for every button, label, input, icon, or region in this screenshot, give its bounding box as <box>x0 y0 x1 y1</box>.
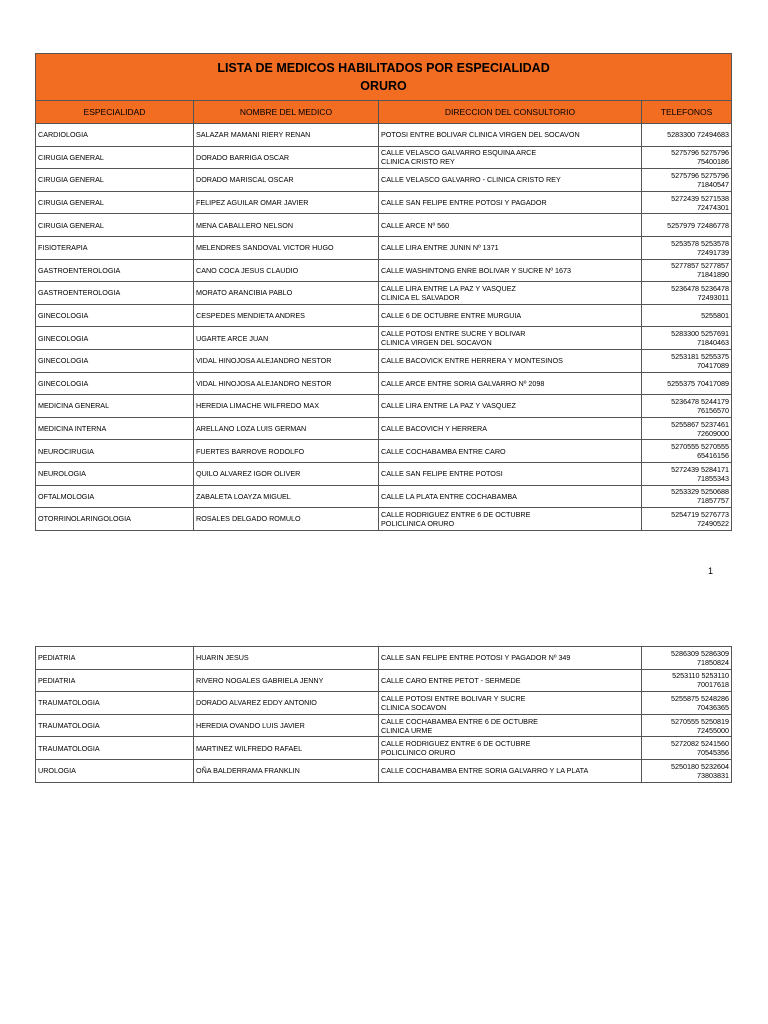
telefono-line: 5270555 5270555 <box>671 442 730 452</box>
direccion-cell <box>379 759 642 782</box>
telefono-line: 5255801 <box>701 311 730 321</box>
table-row <box>36 327 732 350</box>
especialidad-cell: CIRUGIA GENERAL <box>36 191 194 214</box>
especialidad-cell: GASTROENTEROLOGIA <box>36 282 194 305</box>
nombre-cell: ZABALETA LOAYZA MIGUEL <box>194 485 379 508</box>
direccion-line: CALLE VELASCO GALVARRO ESQUINA ARCE <box>381 148 537 158</box>
especialidad-cell: CIRUGIA GENERAL <box>36 146 194 169</box>
col-header-nombre: NOMBRE DEL MEDICO <box>194 101 379 124</box>
telefonos-cell <box>642 236 732 259</box>
telefono-line: 5283300 5257691 <box>671 329 730 339</box>
telefono-line: 70417089 <box>697 360 730 370</box>
direccion-cell <box>379 124 642 147</box>
especialidad-cell: NEUROCIRUGIA <box>36 440 194 463</box>
nombre-cell: MENA CABALLERO NELSON <box>194 214 379 237</box>
direccion-line: CALLE SAN FELIPE ENTRE POTOSI Y PAGADOR <box>381 198 547 208</box>
especialidad-cell: PEDIATRIA <box>36 647 194 670</box>
direccion-line: CALLE SAN FELIPE ENTRE POTOSI Y PAGADOR Nº 349 <box>381 653 571 663</box>
telefono-line: 70545356 <box>697 748 729 758</box>
telefono-line: 70017618 <box>697 680 729 690</box>
telefonos-cell <box>642 508 732 531</box>
direccion-cell <box>379 146 642 169</box>
especialidad-cell: GINECOLOGIA <box>36 372 194 395</box>
telefono-line: 73803831 <box>697 770 729 780</box>
telefonos-cell <box>642 692 732 715</box>
nombre-cell: SALAZAR MAMANI RIERY RENAN <box>194 124 379 147</box>
telefono-line: 5236478 5244179 <box>671 396 730 406</box>
especialidad-cell: NEUROLOGIA <box>36 462 194 485</box>
direccion-line: CLINICA CRISTO REY <box>381 157 455 167</box>
nombre-cell: UGARTE ARCE JUAN <box>194 327 379 350</box>
nombre-cell: ARELLANO LOZA LUIS GERMAN <box>194 417 379 440</box>
col-header-telefonos: TELEFONOS <box>642 101 732 124</box>
especialidad-cell: CARDIOLOGIA <box>36 124 194 147</box>
direccion-line: CLINICA EL SALVADOR <box>381 292 460 302</box>
table-row <box>36 236 732 259</box>
direccion-cell <box>379 508 642 531</box>
telefonos-cell <box>642 737 732 760</box>
direccion-cell <box>379 462 642 485</box>
telefonos-cell <box>642 214 732 237</box>
telefono-line: 72609000 <box>697 428 730 438</box>
telefonos-cell <box>642 282 732 305</box>
direccion-cell <box>379 304 642 327</box>
table-row <box>36 282 732 305</box>
direccion-cell <box>379 417 642 440</box>
telefono-line: 71857757 <box>697 496 730 506</box>
direccion-cell <box>379 327 642 350</box>
telefono-line: 5283300 72494683 <box>667 130 730 140</box>
table-row <box>36 214 732 237</box>
telefonos-cell <box>642 462 732 485</box>
direccion-line: CALLE LIRA ENTRE JUNIN Nº 1371 <box>381 243 499 253</box>
table-row <box>36 440 732 463</box>
direccion-line: CALLE ARCE ENTRE SORIA GALVARRO Nº 2098 <box>381 378 545 388</box>
nombre-cell: HEREDIA OVANDO LUIS JAVIER <box>194 714 379 737</box>
column-header-row <box>36 101 732 124</box>
table-row <box>36 669 732 692</box>
direccion-line: CALLE POTOSI ENTRE SUCRE Y BOLIVAR <box>381 329 526 339</box>
nombre-cell: DORADO BARRIGA OSCAR <box>194 146 379 169</box>
direccion-cell <box>379 191 642 214</box>
nombre-cell: FELIPEZ AGUILAR OMAR JAVIER <box>194 191 379 214</box>
especialidad-cell: UROLOGIA <box>36 759 194 782</box>
table-row <box>36 759 732 782</box>
telefono-line: 71840547 <box>697 179 730 189</box>
nombre-cell: HUARIN JESUS <box>194 647 379 670</box>
especialidad-cell: MEDICINA GENERAL <box>36 395 194 418</box>
direccion-line: CALLE VELASCO GALVARRO - CLINICA CRISTO REY <box>381 175 561 185</box>
telefono-line: 5254719 5276773 <box>671 509 730 519</box>
telefono-line: 5257979 72486778 <box>667 220 730 230</box>
direccion-line: CALLE LA PLATA ENTRE COCHABAMBA <box>381 491 517 501</box>
direccion-line: CLINICA VIRGEN DEL SOCAVON <box>381 338 492 348</box>
direccion-line: CALLE LIRA ENTRE LA PAZ Y VASQUEZ <box>381 283 516 293</box>
col-header-especialidad: ESPECIALIDAD <box>36 101 194 124</box>
especialidad-cell: CIRUGIA GENERAL <box>36 214 194 237</box>
telefono-line: 5275796 5275796 <box>671 170 730 180</box>
table-row <box>36 191 732 214</box>
telefono-line: 5255867 5237461 <box>671 419 730 429</box>
telefono-line: 5250180 5232604 <box>671 761 729 771</box>
telefono-line: 5255375 70417089 <box>667 378 730 388</box>
especialidad-cell: GINECOLOGIA <box>36 349 194 372</box>
telefonos-cell <box>642 759 732 782</box>
telefono-line: 5272439 5284171 <box>671 464 730 474</box>
nombre-cell: HEREDIA LIMACHE WILFREDO MAX <box>194 395 379 418</box>
direccion-line: POLICLINICA ORURO <box>381 518 455 528</box>
direccion-cell <box>379 647 642 670</box>
telefonos-cell <box>642 349 732 372</box>
telefonos-cell <box>642 669 732 692</box>
telefono-line: 75400186 <box>697 157 730 167</box>
especialidad-cell: OFTALMOLOGIA <box>36 485 194 508</box>
telefono-line: 5270555 5250819 <box>671 716 729 726</box>
especialidad-cell: CIRUGIA GENERAL <box>36 169 194 192</box>
table-row <box>36 395 732 418</box>
especialidad-cell: TRAUMATOLOGIA <box>36 714 194 737</box>
table-row <box>36 146 732 169</box>
table-row <box>36 259 732 282</box>
nombre-cell: OÑA BALDERRAMA FRANKLIN <box>194 759 379 782</box>
direccion-cell <box>379 692 642 715</box>
page-number: 1 <box>708 566 714 576</box>
telefono-line: 65416156 <box>697 451 730 461</box>
direccion-cell <box>379 485 642 508</box>
telefono-line: 5255875 5248286 <box>671 693 729 703</box>
direccion-line: CLINICA URME <box>381 725 433 735</box>
direccion-line: CALLE COCHABAMBA ENTRE SORIA GALVARRO Y LA PLATA <box>381 766 589 776</box>
nombre-cell: CESPEDES MENDIETA ANDRES <box>194 304 379 327</box>
telefono-line: 5253329 5250688 <box>671 487 730 497</box>
telefono-line: 72493011 <box>697 292 730 302</box>
telefonos-cell <box>642 259 732 282</box>
telefonos-cell <box>642 304 732 327</box>
telefono-line: 71840463 <box>697 338 730 348</box>
especialidad-cell: PEDIATRIA <box>36 669 194 692</box>
direccion-line: POTOSI ENTRE BOLIVAR CLINICA VIRGEN DEL SOCAVON <box>381 130 580 140</box>
telefono-line: 71855343 <box>697 473 730 483</box>
telefono-line: 72491739 <box>697 247 730 257</box>
telefonos-cell <box>642 714 732 737</box>
direccion-line: CALLE BACOVICH Y HERRERA <box>381 424 487 434</box>
doctors-table-page1 <box>35 53 732 531</box>
direccion-cell <box>379 737 642 760</box>
telefono-line: 5272439 5271538 <box>671 193 730 203</box>
subtitle-text: ORURO <box>360 79 407 93</box>
table-row <box>36 304 732 327</box>
nombre-cell: QUILO ALVAREZ IGOR OLIVER <box>194 462 379 485</box>
telefonos-cell <box>642 395 732 418</box>
telefono-line: 5253110 5253110 <box>672 671 729 681</box>
table-row <box>36 372 732 395</box>
telefono-line: 5277857 5277857 <box>671 261 730 271</box>
telefono-line: 5286309 5286309 <box>671 648 729 658</box>
table-row <box>36 692 732 715</box>
especialidad-cell: FISIOTERAPIA <box>36 236 194 259</box>
telefono-line: 72474301 <box>697 202 730 212</box>
nombre-cell: MORATO ARANCIBIA PABLO <box>194 282 379 305</box>
telefonos-cell <box>642 440 732 463</box>
telefonos-cell <box>642 169 732 192</box>
nombre-cell: MELENDRES SANDOVAL VICTOR HUGO <box>194 236 379 259</box>
telefonos-cell <box>642 327 732 350</box>
direccion-cell <box>379 259 642 282</box>
especialidad-cell: OTORRINOLARINGOLOGIA <box>36 508 194 531</box>
especialidad-cell: TRAUMATOLOGIA <box>36 692 194 715</box>
direccion-line: CALLE POTOSI ENTRE BOLIVAR Y SUCRE <box>381 693 526 703</box>
direccion-line: CALLE COCHABAMBA ENTRE CARO <box>381 446 506 456</box>
telefonos-cell <box>642 124 732 147</box>
direccion-line: POLICLINICO ORURO <box>381 748 456 758</box>
telefono-line: 5236478 5236478 <box>671 283 730 293</box>
especialidad-cell: GINECOLOGIA <box>36 327 194 350</box>
col-header-direccion: DIRECCION DEL CONSULTORIO <box>379 101 642 124</box>
table-row <box>36 349 732 372</box>
direccion-line: CALLE WASHINTONG ENRE BOLIVAR Y SUCRE Nº 1673 <box>381 265 571 275</box>
table-row <box>36 417 732 440</box>
nombre-cell: VIDAL HINOJOSA ALEJANDRO NESTOR <box>194 372 379 395</box>
direccion-cell <box>379 395 642 418</box>
direccion-line: CALLE COCHABAMBA ENTRE 6 DE OCTUBRE <box>381 716 538 726</box>
title-row <box>36 54 732 101</box>
table-row <box>36 462 732 485</box>
table-row <box>36 169 732 192</box>
especialidad-cell: MEDICINA INTERNA <box>36 417 194 440</box>
nombre-cell: FUERTES BARROVE RODOLFO <box>194 440 379 463</box>
especialidad-cell: GASTROENTEROLOGIA <box>36 259 194 282</box>
nombre-cell: ROSALES DELGADO ROMULO <box>194 508 379 531</box>
direccion-line: CLINICA SOCAVON <box>381 702 447 712</box>
direccion-cell <box>379 214 642 237</box>
nombre-cell: CANO COCA JESUS CLAUDIO <box>194 259 379 282</box>
table-row <box>36 124 732 147</box>
telefono-line: 5253578 5253578 <box>671 238 730 248</box>
nombre-cell: MARTINEZ WILFREDO RAFAEL <box>194 737 379 760</box>
table-row <box>36 485 732 508</box>
table-row <box>36 737 732 760</box>
telefono-line: 76156570 <box>697 405 730 415</box>
telefonos-cell <box>642 417 732 440</box>
telefono-line: 70436365 <box>697 702 729 712</box>
direccion-line: CALLE SAN FELIPE ENTRE POTOSI <box>381 469 503 479</box>
telefonos-cell <box>642 372 732 395</box>
telefono-line: 71850824 <box>697 657 729 667</box>
telefono-line: 72455000 <box>697 725 729 735</box>
telefonos-cell <box>642 647 732 670</box>
telefono-line: 5253181 5255375 <box>671 351 730 361</box>
table-row <box>36 647 732 670</box>
direccion-line: CALLE BACOVICK ENTRE HERRERA Y MONTESINOS <box>381 356 563 366</box>
table-row <box>36 714 732 737</box>
direccion-cell <box>379 669 642 692</box>
title-text: LISTA DE MEDICOS HABILITADOS POR ESPECIALIDAD <box>217 61 550 75</box>
direccion-cell <box>379 282 642 305</box>
telefonos-cell <box>642 485 732 508</box>
especialidad-cell: TRAUMATOLOGIA <box>36 737 194 760</box>
direccion-line: CALLE RODRIGUEZ ENTRE 6 DE OCTUBRE <box>381 739 531 749</box>
telefono-line: 72490522 <box>697 518 730 528</box>
nombre-cell: DORADO MARISCAL OSCAR <box>194 169 379 192</box>
especialidad-cell: GINECOLOGIA <box>36 304 194 327</box>
direccion-cell <box>379 440 642 463</box>
telefono-line: 5272082 5241560 <box>671 739 729 749</box>
direccion-line: CALLE ARCE Nº 560 <box>381 220 450 230</box>
nombre-cell: DORADO ALVAREZ EDDY ANTONIO <box>194 692 379 715</box>
direccion-cell <box>379 714 642 737</box>
direccion-cell <box>379 169 642 192</box>
telefonos-cell <box>642 146 732 169</box>
nombre-cell: VIDAL HINOJOSA ALEJANDRO NESTOR <box>194 349 379 372</box>
nombre-cell: RIVERO NOGALES GABRIELA JENNY <box>194 669 379 692</box>
direccion-line: CALLE CARO ENTRE PETOT - SERMEDE <box>381 675 521 685</box>
telefono-line: 71841890 <box>697 270 730 280</box>
direccion-cell <box>379 349 642 372</box>
direccion-line: CALLE 6 DE OCTUBRE ENTRE MURGUIA <box>381 311 522 321</box>
telefono-line: 5275796 5275796 <box>671 148 730 158</box>
direccion-line: CALLE RODRIGUEZ ENTRE 6 DE OCTUBRE <box>381 509 531 519</box>
direccion-cell <box>379 236 642 259</box>
document-title <box>36 54 732 101</box>
doctors-table-page2 <box>35 646 732 783</box>
direccion-line: CALLE LIRA ENTRE LA PAZ Y VASQUEZ <box>381 401 516 411</box>
table-row <box>36 508 732 531</box>
telefonos-cell <box>642 191 732 214</box>
direccion-cell <box>379 372 642 395</box>
